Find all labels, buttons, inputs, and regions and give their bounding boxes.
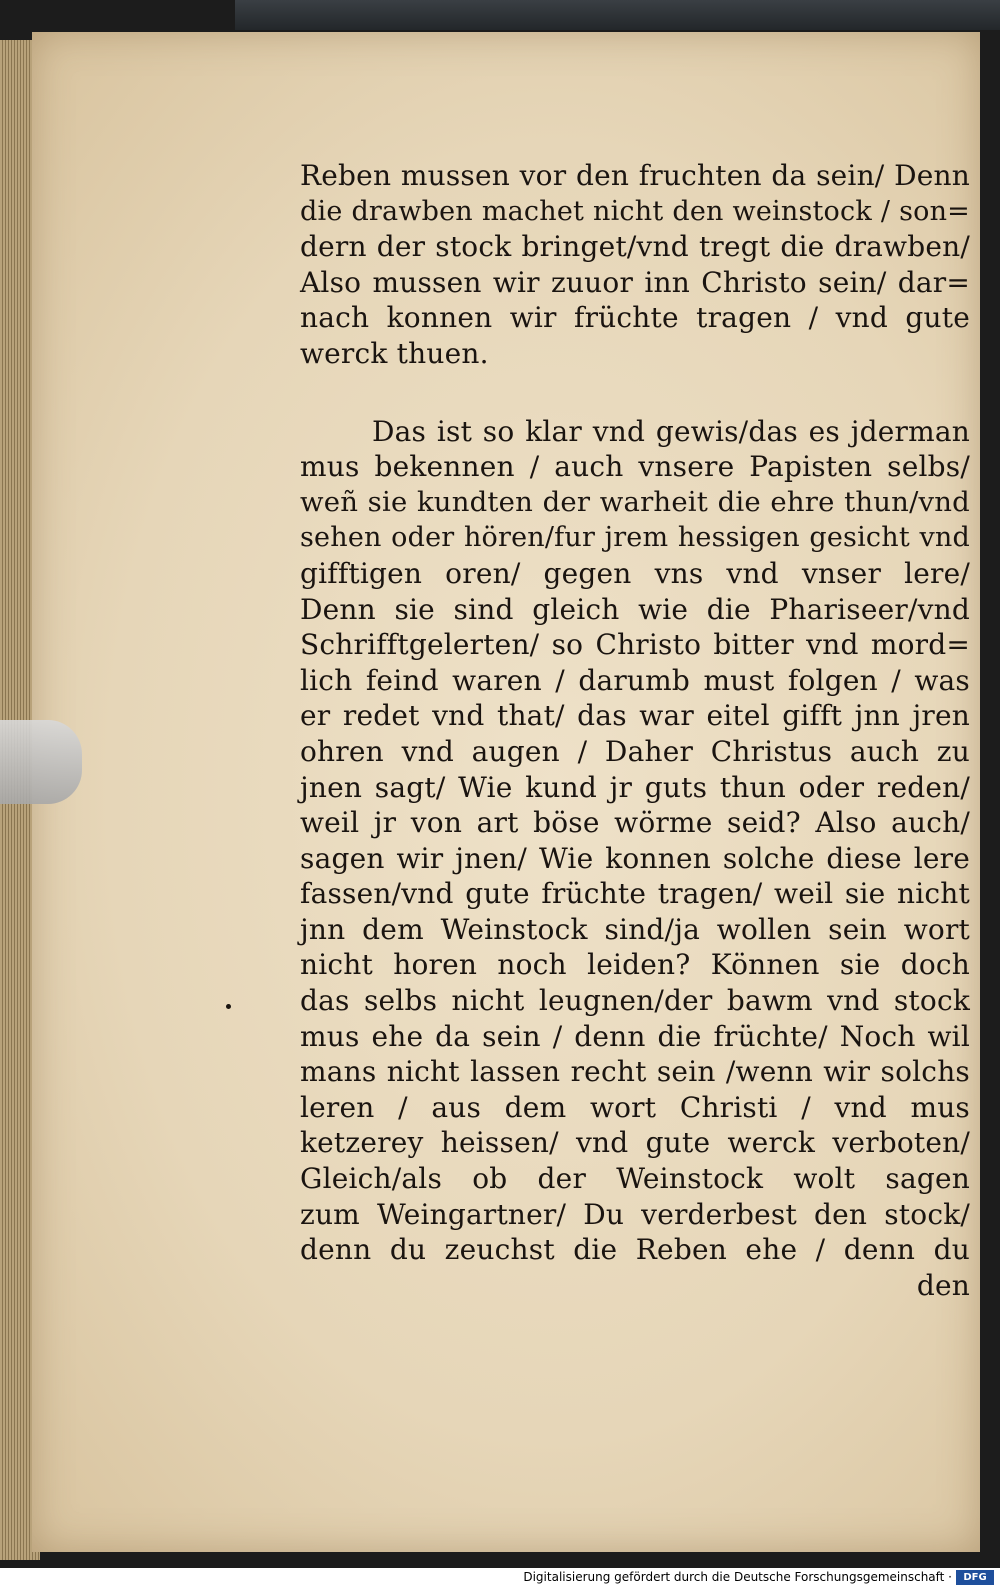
- text-line: gifftigen oren/ gegen vns vnd vnser lere/: [300, 556, 970, 590]
- text-line: mus bekennen / auch vnsere Papisten selbs/: [300, 450, 970, 484]
- ink-dot: [226, 1004, 231, 1009]
- funding-credit: Digitalisierung gefördert durch die Deutsche Forschungsgemeinschaft ·: [523, 1570, 952, 1584]
- page-text: [300, 158, 970, 1303]
- text-line: fassen/vnd gute früchte tragen/ weil sie nicht: [300, 877, 970, 911]
- text-line: nach konnen wir früchte tragen / vnd gute: [300, 301, 970, 335]
- text-line: leren / aus dem wort Christi / vnd mus: [300, 1090, 970, 1124]
- text-line: mus ehe da sein / denn die früchte/ Noch wil: [300, 1019, 970, 1053]
- text-line: weil jr von art böse wörme seid? Also auch/: [300, 806, 970, 840]
- footer-bar: [0, 1568, 1000, 1588]
- text-line: sagen wir jnen/ Wie konnen solche diese lere: [300, 841, 970, 875]
- book-cover-edge: [235, 0, 1000, 30]
- text-line: das selbs nicht leugnen/der bawm vnd stock: [300, 984, 970, 1018]
- dfg-logo-icon: DFG: [956, 1570, 994, 1585]
- text-line: jnen sagt/ Wie kund jr guts thun oder reden/: [300, 770, 970, 804]
- text-line: denn du zeuchst die Reben ehe / denn du: [300, 1233, 970, 1267]
- text-line: sehen oder hören/fur jrem hessigen gesicht vnd: [300, 522, 970, 554]
- text-line: ohren vnd augen / Daher Christus auch zu: [300, 734, 970, 768]
- text-line: Denn sie sind gleich wie die Phariseer/vnd: [300, 592, 970, 626]
- paragraph-2: [300, 414, 970, 1268]
- bookmark-ribbon: [0, 720, 82, 804]
- text-line: weñ sie kundten der warheit die ehre thun/vnd: [300, 485, 970, 518]
- text-line: mans nicht lassen recht sein /wenn wir solchs: [300, 1055, 970, 1089]
- text-line: Schrifftgelerten/ so Christo bitter vnd mord=: [300, 628, 970, 662]
- text-line: er redet vnd that/ das war eitel gifft jnn jren: [300, 699, 970, 733]
- text-line: ketzerey heissen/ vnd gute werck verboten/: [300, 1126, 970, 1160]
- text-line: lich feind waren / darumb must folgen / was: [300, 663, 970, 697]
- text-line: jnn dem Weinstock sind/ja wollen sein wort: [300, 912, 970, 946]
- text-line: nicht horen noch leiden? Können sie doch: [300, 948, 970, 982]
- paragraph-1: [300, 158, 970, 372]
- text-line: werck thuen.: [300, 336, 489, 370]
- text-line: Das ist so klar vnd gewis/das es jderman: [372, 414, 970, 448]
- text-line: zum Weingartner/ Du verderbest den stock/: [300, 1197, 970, 1231]
- text-line: die drawben machet nicht den weinstock / son=: [300, 195, 970, 227]
- text-line: Gleich/als ob der Weinstock wolt sagen: [300, 1162, 970, 1196]
- text-line: Reben mussen vor den fruchten da sein/ Denn: [300, 159, 970, 192]
- catchword: den: [916, 1268, 970, 1302]
- text-line: Also mussen wir zuuor inn Christo sein/ dar=: [300, 265, 970, 299]
- text-line: dern der stock bringet/vnd tregt die drawben/: [300, 230, 970, 264]
